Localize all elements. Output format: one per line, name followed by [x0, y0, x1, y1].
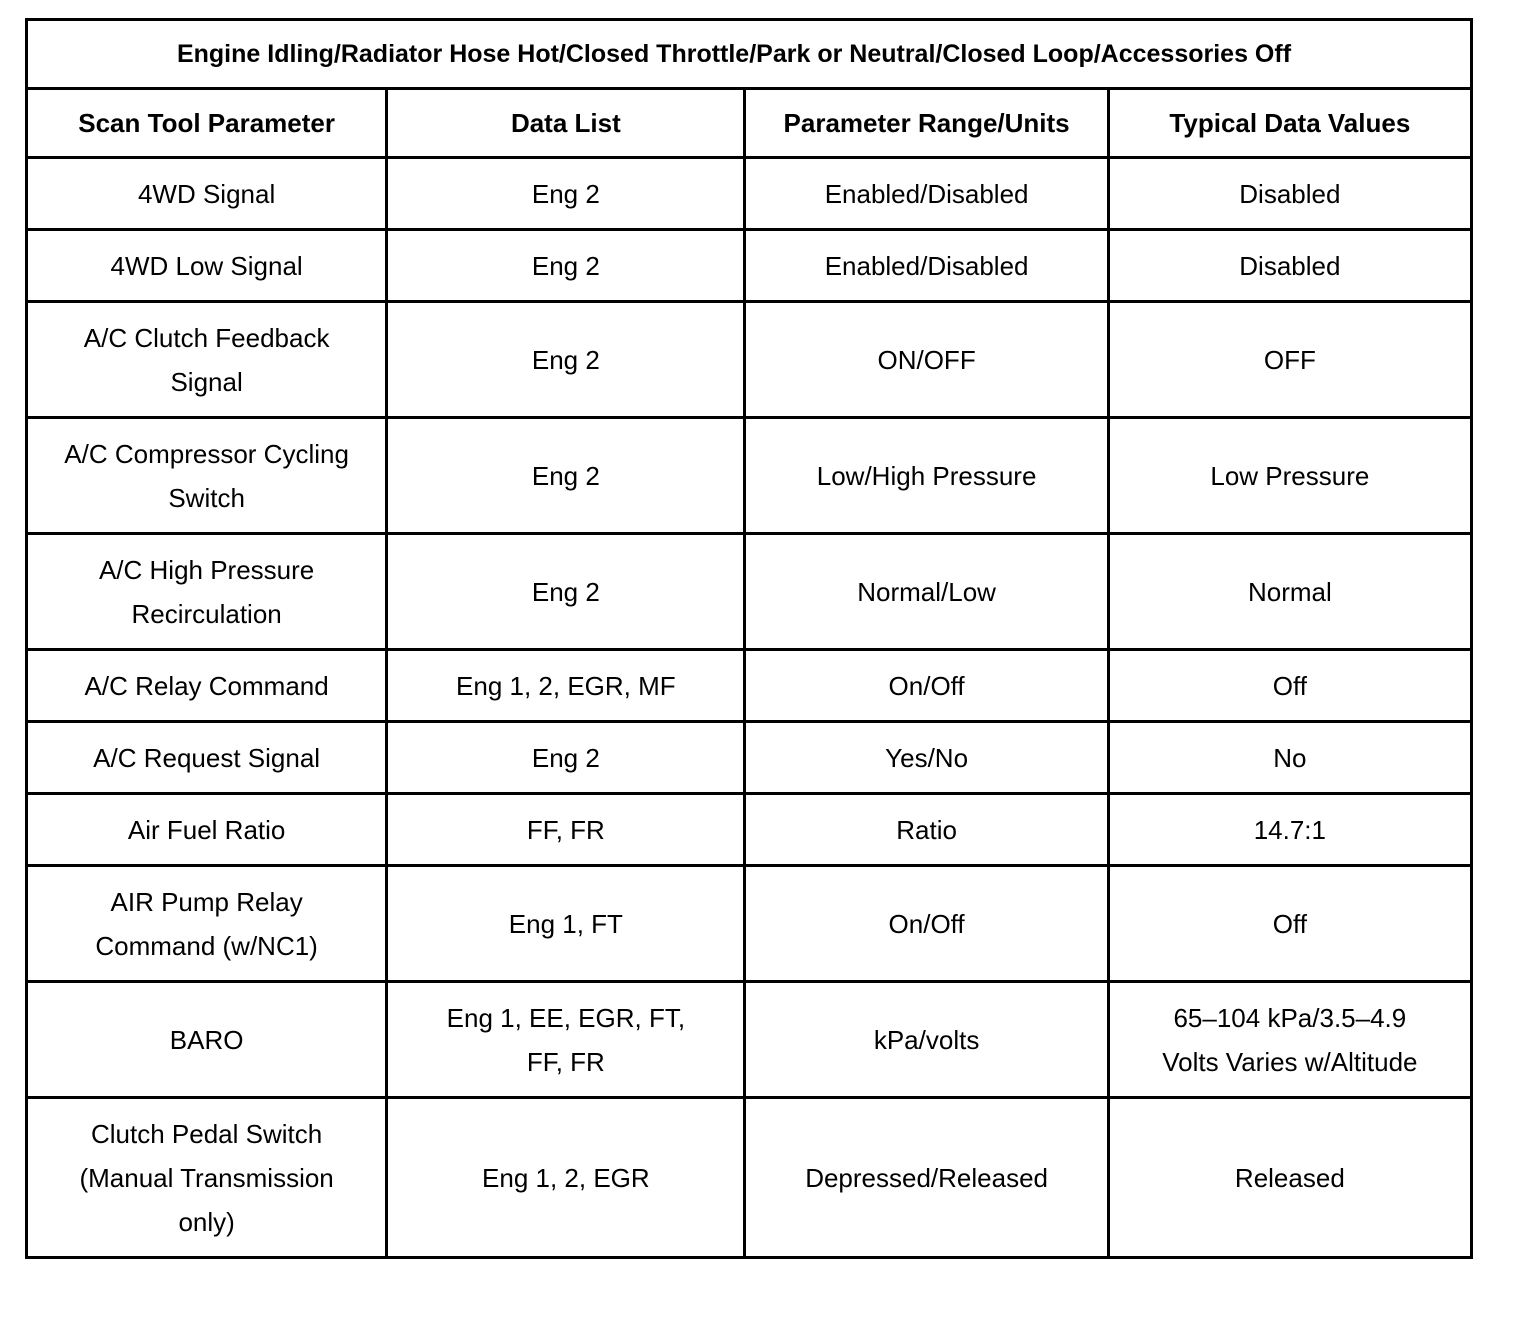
parameter-cell: A/C Compressor Cycling Switch: [27, 418, 387, 534]
table-row: [27, 982, 1472, 1098]
parameter-cell: A/C Clutch Feedback Signal: [27, 302, 387, 418]
typical-value-cell: Disabled: [1108, 158, 1471, 230]
data-list-cell: Eng 2: [387, 418, 745, 534]
table-row: [27, 302, 1472, 418]
parameter-cell: BARO: [27, 982, 387, 1098]
range-units-cell: On/Off: [745, 650, 1108, 722]
table-row: [27, 418, 1472, 534]
parameter-cell: 4WD Low Signal: [27, 230, 387, 302]
range-units-cell: ON/OFF: [745, 302, 1108, 418]
range-units-cell: Normal/Low: [745, 534, 1108, 650]
caption-row: [27, 20, 1472, 89]
header-typical-data-values: Typical Data Values: [1108, 89, 1471, 158]
range-units-cell: Enabled/Disabled: [745, 230, 1108, 302]
parameter-cell: A/C High Pressure Recirculation: [27, 534, 387, 650]
range-units-cell: Yes/No: [745, 722, 1108, 794]
range-units-cell: Enabled/Disabled: [745, 158, 1108, 230]
table-row: [27, 866, 1472, 982]
typical-value-cell: No: [1108, 722, 1471, 794]
data-list-cell: Eng 2: [387, 534, 745, 650]
typical-value-cell: 14.7:1: [1108, 794, 1471, 866]
parameter-cell: AIR Pump Relay Command (w/NC1): [27, 866, 387, 982]
table-row: [27, 230, 1472, 302]
typical-value-cell: Off: [1108, 650, 1471, 722]
data-list-cell: Eng 2: [387, 230, 745, 302]
header-parameter-range-units: Parameter Range/Units: [745, 89, 1108, 158]
parameter-cell: 4WD Signal: [27, 158, 387, 230]
data-list-cell: Eng 2: [387, 302, 745, 418]
data-list-cell: FF, FR: [387, 794, 745, 866]
data-list-cell: Eng 1, FT: [387, 866, 745, 982]
scan-tool-data-table: [25, 18, 1473, 1259]
data-list-cell: Eng 2: [387, 158, 745, 230]
table-row: [27, 534, 1472, 650]
typical-value-cell: Low Pressure: [1108, 418, 1471, 534]
typical-value-cell: Normal: [1108, 534, 1471, 650]
data-list-cell: Eng 1, EE, EGR, FT, FF, FR: [387, 982, 745, 1098]
parameter-cell: Clutch Pedal Switch (Manual Transmission only): [27, 1098, 387, 1258]
parameter-cell: A/C Request Signal: [27, 722, 387, 794]
header-row: [27, 89, 1472, 158]
typical-value-cell: Disabled: [1108, 230, 1471, 302]
typical-value-cell: Off: [1108, 866, 1471, 982]
parameter-cell: A/C Relay Command: [27, 650, 387, 722]
header-scan-tool-parameter: Scan Tool Parameter: [27, 89, 387, 158]
parameter-cell: Air Fuel Ratio: [27, 794, 387, 866]
range-units-cell: On/Off: [745, 866, 1108, 982]
data-list-cell: Eng 1, 2, EGR: [387, 1098, 745, 1258]
typical-value-cell: Released: [1108, 1098, 1471, 1258]
range-units-cell: Depressed/Released: [745, 1098, 1108, 1258]
table-row: [27, 1098, 1472, 1258]
range-units-cell: kPa/volts: [745, 982, 1108, 1098]
table-row: [27, 794, 1472, 866]
range-units-cell: Ratio: [745, 794, 1108, 866]
table-row: [27, 650, 1472, 722]
range-units-cell: Low/High Pressure: [745, 418, 1108, 534]
table-caption: Engine Idling/Radiator Hose Hot/Closed Throttle/Park or Neutral/Closed Loop/Accessories Off: [27, 20, 1472, 89]
table-row: [27, 722, 1472, 794]
typical-value-cell: 65–104 kPa/3.5–4.9 Volts Varies w/Altitude: [1108, 982, 1471, 1098]
typical-value-cell: OFF: [1108, 302, 1471, 418]
table-row: [27, 158, 1472, 230]
header-data-list: Data List: [387, 89, 745, 158]
data-list-cell: Eng 2: [387, 722, 745, 794]
data-list-cell: Eng 1, 2, EGR, MF: [387, 650, 745, 722]
